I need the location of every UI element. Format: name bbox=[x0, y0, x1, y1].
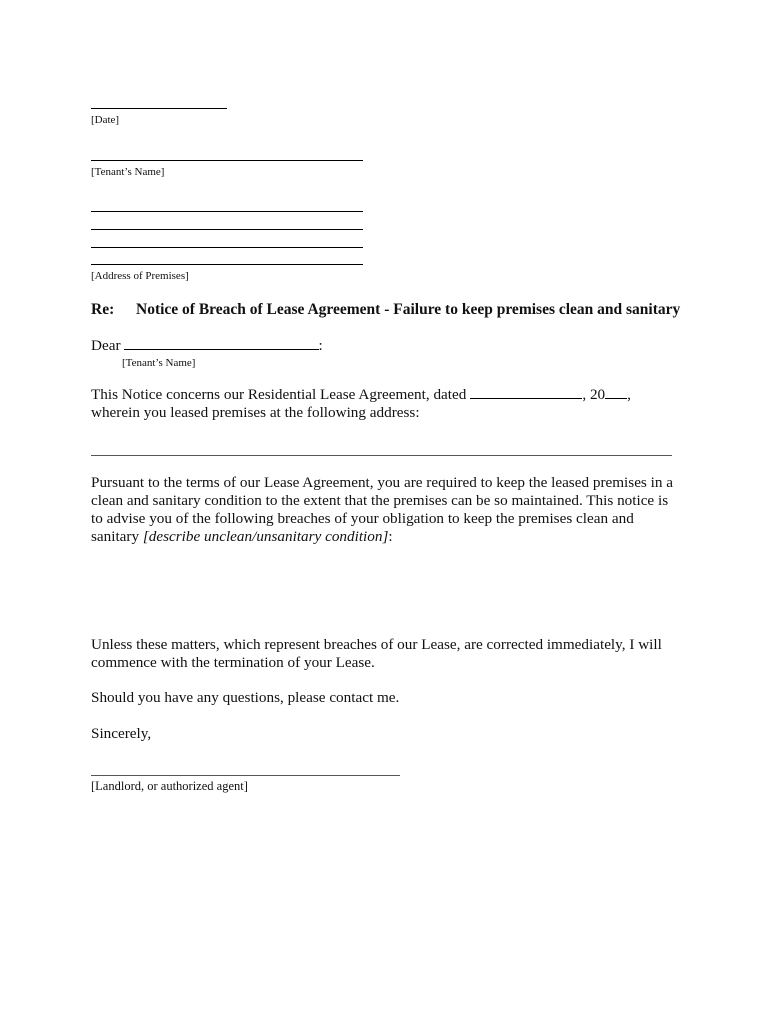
condition-placeholder: [describe unclean/unsanitary condition] bbox=[142, 528, 389, 545]
obligation-end: : bbox=[388, 528, 393, 545]
notice-paragraph bbox=[91, 386, 691, 422]
notice-line-1-text: This Notice concerns our Residential Lease Agreement, dated bbox=[91, 386, 467, 403]
salutation-colon: : bbox=[318, 337, 323, 354]
signature-label: [Landlord, or authorized agent] bbox=[91, 779, 248, 793]
address-line-3[interactable] bbox=[91, 247, 363, 248]
dear-text: Dear bbox=[91, 337, 121, 354]
date-line[interactable] bbox=[91, 108, 227, 109]
address-line-4[interactable] bbox=[91, 264, 363, 265]
closing-sincerely: Sincerely, bbox=[91, 725, 152, 742]
re-label: Re: bbox=[91, 301, 115, 318]
premises-address-line[interactable] bbox=[91, 455, 672, 456]
date-label: [Date] bbox=[91, 114, 120, 126]
address-line-1[interactable] bbox=[91, 211, 363, 212]
obligation-text: Pursuant to the terms of our Lease Agreement, you are required to keep the leased premises in a clean and sanitary condition to the extent that the premises can be so maintained. This notice is to advise you of the following breaches of your obligation to keep the premises clean and sanitary bbox=[91, 474, 673, 545]
termination-paragraph: Unless these matters, which represent breaches of our Lease, are corrected immediately, I will commence with the termination of your Lease. bbox=[91, 636, 662, 671]
salutation bbox=[91, 337, 323, 355]
lease-date-blank[interactable] bbox=[470, 386, 582, 399]
notice-line-2: wherein you leased premises at the following address: bbox=[91, 404, 420, 421]
questions-paragraph: Should you have any questions, please contact me. bbox=[91, 689, 400, 706]
notice-year-prefix: , 20 bbox=[582, 386, 606, 403]
lease-year-blank[interactable] bbox=[605, 386, 627, 399]
obligation-paragraph bbox=[91, 474, 679, 546]
notice-line-1 bbox=[91, 386, 691, 404]
signature-line[interactable] bbox=[91, 775, 400, 776]
tenant-name-label: [Tenant’s Name] bbox=[91, 166, 165, 178]
tenant-name-line[interactable] bbox=[91, 160, 363, 161]
address-line-2[interactable] bbox=[91, 229, 363, 230]
salutation-name-blank[interactable] bbox=[124, 337, 319, 350]
notice-line-1-end: , bbox=[627, 386, 631, 403]
salutation-tenant-name-label: [Tenant’s Name] bbox=[122, 357, 196, 369]
address-label: [Address of Premises] bbox=[91, 270, 189, 282]
subject-title: Notice of Breach of Lease Agreement - Failure to keep premises clean and sanitary bbox=[136, 301, 681, 318]
